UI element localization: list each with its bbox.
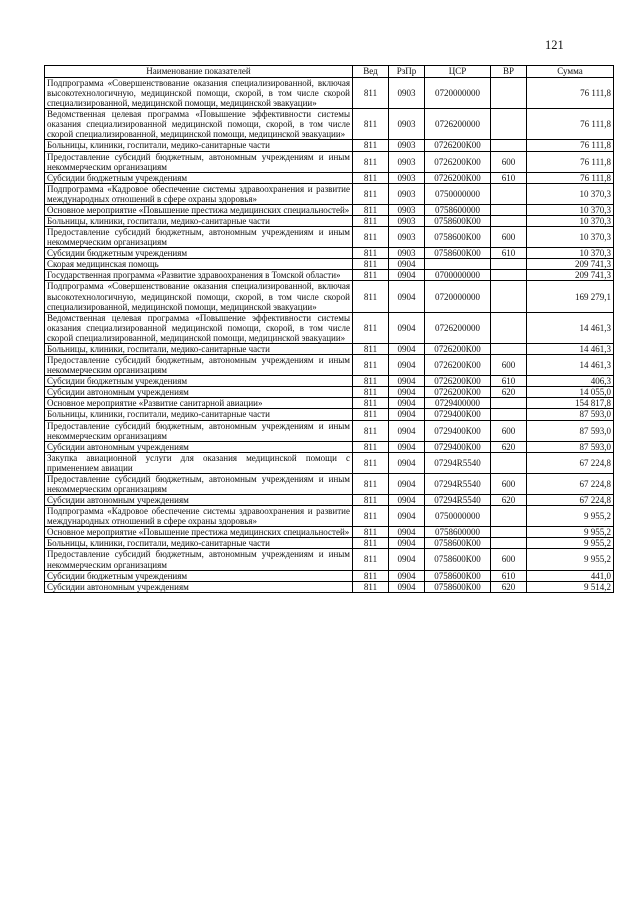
row-ved: 811 bbox=[353, 441, 389, 452]
table-row bbox=[45, 527, 614, 538]
row-vr bbox=[491, 78, 527, 109]
table-body bbox=[45, 78, 614, 593]
col-header-name: Наименование показателей bbox=[45, 66, 353, 78]
row-csr: 0726200000 bbox=[425, 109, 491, 140]
row-name: Больницы, клиники, госпитали, медико-санитарные части bbox=[45, 140, 353, 151]
row-csr: 0726200000 bbox=[425, 312, 491, 343]
row-csr: 0750000000 bbox=[425, 183, 491, 204]
row-rzpr: 0904 bbox=[389, 527, 425, 538]
row-vr: 600 bbox=[491, 227, 527, 248]
row-vr bbox=[491, 343, 527, 354]
table-row bbox=[45, 387, 614, 398]
row-sum: 76 111,8 bbox=[527, 172, 614, 183]
row-rzpr: 0903 bbox=[389, 216, 425, 227]
row-name: Больницы, клиники, госпитали, медико-санитарные части bbox=[45, 409, 353, 420]
table-row bbox=[45, 549, 614, 570]
row-csr: 0729400К00 bbox=[425, 441, 491, 452]
row-sum: 169 279,1 bbox=[527, 281, 614, 312]
row-ved: 811 bbox=[353, 355, 389, 376]
row-sum: 76 111,8 bbox=[527, 140, 614, 151]
row-sum: 9 955,2 bbox=[527, 527, 614, 538]
row-csr: 0726200К00 bbox=[425, 376, 491, 387]
row-csr: 0758600К00 bbox=[425, 581, 491, 592]
row-vr bbox=[491, 183, 527, 204]
row-csr: 0720000000 bbox=[425, 78, 491, 109]
row-ved: 811 bbox=[353, 259, 389, 270]
row-vr: 600 bbox=[491, 420, 527, 441]
row-vr bbox=[491, 270, 527, 281]
row-vr bbox=[491, 281, 527, 312]
row-name: Субсидии бюджетным учреждениям bbox=[45, 570, 353, 581]
row-sum: 67 224,8 bbox=[527, 473, 614, 494]
table-row bbox=[45, 570, 614, 581]
row-ved: 811 bbox=[353, 549, 389, 570]
row-name: Предоставление субсидий бюджетным, автономным учреждениям и иным некоммерческим организациям bbox=[45, 355, 353, 376]
table-row bbox=[45, 343, 614, 354]
row-sum: 10 370,3 bbox=[527, 183, 614, 204]
row-ved: 811 bbox=[353, 140, 389, 151]
table-row bbox=[45, 452, 614, 473]
row-sum: 14 055,0 bbox=[527, 387, 614, 398]
row-vr bbox=[491, 398, 527, 409]
row-rzpr: 0903 bbox=[389, 78, 425, 109]
row-csr: 0726200К00 bbox=[425, 387, 491, 398]
row-rzpr: 0904 bbox=[389, 495, 425, 506]
row-sum: 209 741,3 bbox=[527, 270, 614, 281]
row-vr: 610 bbox=[491, 570, 527, 581]
row-sum: 10 370,3 bbox=[527, 248, 614, 259]
row-sum: 87 593,0 bbox=[527, 409, 614, 420]
table-row bbox=[45, 495, 614, 506]
row-sum: 10 370,3 bbox=[527, 216, 614, 227]
row-rzpr: 0904 bbox=[389, 281, 425, 312]
row-ved: 811 bbox=[353, 281, 389, 312]
row-name: Государственная программа «Развитие здравоохранения в Томской области» bbox=[45, 270, 353, 281]
row-rzpr: 0904 bbox=[389, 538, 425, 549]
row-name: Субсидии автономным учреждениям bbox=[45, 495, 353, 506]
row-sum: 209 741,3 bbox=[527, 259, 614, 270]
row-name: Предоставление субсидий бюджетным, автономным учреждениям и иным некоммерческим организациям bbox=[45, 420, 353, 441]
row-ved: 811 bbox=[353, 538, 389, 549]
row-rzpr: 0904 bbox=[389, 312, 425, 343]
row-csr: 07294R5540 bbox=[425, 495, 491, 506]
row-vr bbox=[491, 452, 527, 473]
row-sum: 14 461,3 bbox=[527, 355, 614, 376]
row-name: Скорая медицинская помощь bbox=[45, 259, 353, 270]
row-sum: 441,0 bbox=[527, 570, 614, 581]
row-ved: 811 bbox=[353, 151, 389, 172]
row-name: Предоставление субсидий бюджетным, автономным учреждениям и иным некоммерческим организациям bbox=[45, 151, 353, 172]
table-row bbox=[45, 538, 614, 549]
row-csr: 0758600К00 bbox=[425, 248, 491, 259]
row-ved: 811 bbox=[353, 312, 389, 343]
row-vr: 600 bbox=[491, 151, 527, 172]
row-sum: 87 593,0 bbox=[527, 441, 614, 452]
table-row bbox=[45, 248, 614, 259]
row-rzpr: 0904 bbox=[389, 452, 425, 473]
table-row bbox=[45, 109, 614, 140]
row-csr: 0729400000 bbox=[425, 398, 491, 409]
table-row bbox=[45, 376, 614, 387]
row-name: Основное мероприятие «Повышение престижа медицинских специальностей» bbox=[45, 527, 353, 538]
row-rzpr: 0904 bbox=[389, 270, 425, 281]
row-ved: 811 bbox=[353, 398, 389, 409]
table-row bbox=[45, 172, 614, 183]
row-ved: 811 bbox=[353, 473, 389, 494]
row-ved: 811 bbox=[353, 506, 389, 527]
row-csr: 0758600К00 bbox=[425, 549, 491, 570]
row-name: Субсидии бюджетным учреждениям bbox=[45, 248, 353, 259]
table-row bbox=[45, 140, 614, 151]
table-row bbox=[45, 78, 614, 109]
row-sum: 67 224,8 bbox=[527, 495, 614, 506]
row-ved: 811 bbox=[353, 420, 389, 441]
row-csr: 0758600К00 bbox=[425, 538, 491, 549]
row-rzpr: 0903 bbox=[389, 183, 425, 204]
table-row bbox=[45, 204, 614, 215]
row-csr: 07294R5540 bbox=[425, 473, 491, 494]
row-rzpr: 0903 bbox=[389, 204, 425, 215]
row-name: Субсидии автономным учреждениям bbox=[45, 581, 353, 592]
row-name: Ведомственная целевая программа «Повышение эффективности системы оказания специализированной медицинской помощи, скорой, в том числе скорой специализированной, медицинской помощи, медицинской эвакуации» bbox=[45, 109, 353, 140]
row-rzpr: 0904 bbox=[389, 355, 425, 376]
row-sum: 67 224,8 bbox=[527, 452, 614, 473]
row-sum: 14 461,3 bbox=[527, 343, 614, 354]
row-ved: 811 bbox=[353, 495, 389, 506]
row-ved: 811 bbox=[353, 343, 389, 354]
col-header-vr: ВР bbox=[491, 66, 527, 78]
row-rzpr: 0904 bbox=[389, 473, 425, 494]
row-vr: 610 bbox=[491, 376, 527, 387]
row-rzpr: 0904 bbox=[389, 570, 425, 581]
row-vr: 620 bbox=[491, 441, 527, 452]
row-csr: 0700000000 bbox=[425, 270, 491, 281]
row-name: Предоставление субсидий бюджетным, автономным учреждениям и иным некоммерческим организациям bbox=[45, 549, 353, 570]
budget-table bbox=[44, 65, 614, 593]
row-csr: 0750000000 bbox=[425, 506, 491, 527]
row-ved: 811 bbox=[353, 570, 389, 581]
table-header bbox=[45, 66, 614, 78]
row-ved: 811 bbox=[353, 248, 389, 259]
table-row bbox=[45, 270, 614, 281]
row-vr: 600 bbox=[491, 355, 527, 376]
row-ved: 811 bbox=[353, 78, 389, 109]
table-row bbox=[45, 312, 614, 343]
row-sum: 9 514,2 bbox=[527, 581, 614, 592]
row-name: Подпрограмма «Кадровое обеспечение системы здравоохранения и развитие международных отношений в сфере охраны здоровья» bbox=[45, 506, 353, 527]
row-vr: 610 bbox=[491, 172, 527, 183]
row-name: Больницы, клиники, госпитали, медико-санитарные части bbox=[45, 216, 353, 227]
row-name: Субсидии бюджетным учреждениям bbox=[45, 376, 353, 387]
row-csr: 0758600К00 bbox=[425, 570, 491, 581]
row-vr: 600 bbox=[491, 549, 527, 570]
row-csr: 0758600К00 bbox=[425, 227, 491, 248]
row-csr bbox=[425, 259, 491, 270]
table-row bbox=[45, 398, 614, 409]
row-vr bbox=[491, 204, 527, 215]
table-row bbox=[45, 151, 614, 172]
row-rzpr: 0903 bbox=[389, 227, 425, 248]
row-rzpr: 0903 bbox=[389, 248, 425, 259]
col-header-rzpr: РзПр bbox=[389, 66, 425, 78]
row-ved: 811 bbox=[353, 172, 389, 183]
table-row bbox=[45, 259, 614, 270]
row-rzpr: 0903 bbox=[389, 109, 425, 140]
row-csr: 07294R5540 bbox=[425, 452, 491, 473]
row-sum: 9 955,2 bbox=[527, 549, 614, 570]
row-ved: 811 bbox=[353, 376, 389, 387]
row-name: Предоставление субсидий бюджетным, автономным учреждениям и иным некоммерческим организациям bbox=[45, 227, 353, 248]
row-rzpr: 0904 bbox=[389, 376, 425, 387]
row-name: Больницы, клиники, госпитали, медико-санитарные части bbox=[45, 538, 353, 549]
row-name: Основное мероприятие «Развитие санитарной авиации» bbox=[45, 398, 353, 409]
row-rzpr: 0904 bbox=[389, 259, 425, 270]
row-sum: 76 111,8 bbox=[527, 151, 614, 172]
row-ved: 811 bbox=[353, 452, 389, 473]
row-vr bbox=[491, 409, 527, 420]
row-csr: 0726200К00 bbox=[425, 151, 491, 172]
row-sum: 154 817,8 bbox=[527, 398, 614, 409]
row-sum: 9 955,2 bbox=[527, 506, 614, 527]
row-vr bbox=[491, 506, 527, 527]
row-name: Основное мероприятие «Повышение престижа медицинских специальностей» bbox=[45, 204, 353, 215]
table-row bbox=[45, 506, 614, 527]
row-vr bbox=[491, 140, 527, 151]
row-name: Подпрограмма «Кадровое обеспечение системы здравоохранения и развитие международных отношений в сфере охраны здоровья» bbox=[45, 183, 353, 204]
row-vr bbox=[491, 259, 527, 270]
row-rzpr: 0904 bbox=[389, 506, 425, 527]
row-ved: 811 bbox=[353, 409, 389, 420]
row-csr: 0758600К00 bbox=[425, 216, 491, 227]
row-csr: 0758600000 bbox=[425, 527, 491, 538]
row-rzpr: 0904 bbox=[389, 549, 425, 570]
table-row bbox=[45, 355, 614, 376]
col-header-csr: ЦСР bbox=[425, 66, 491, 78]
row-name: Подпрограмма «Совершенствование оказания специализированной, включая высокотехнологичную, медицинской помощи, скорой, в том числе скорой специализированной, медицинской помощи, медицинской эвакуации» bbox=[45, 281, 353, 312]
row-name: Субсидии автономным учреждениям bbox=[45, 441, 353, 452]
row-name: Больницы, клиники, госпитали, медико-санитарные части bbox=[45, 343, 353, 354]
table-row bbox=[45, 441, 614, 452]
row-ved: 811 bbox=[353, 109, 389, 140]
row-rzpr: 0903 bbox=[389, 140, 425, 151]
col-header-ved: Вед bbox=[353, 66, 389, 78]
row-sum: 10 370,3 bbox=[527, 204, 614, 215]
row-sum: 9 955,2 bbox=[527, 538, 614, 549]
row-sum: 87 593,0 bbox=[527, 420, 614, 441]
row-vr: 620 bbox=[491, 387, 527, 398]
row-vr: 600 bbox=[491, 473, 527, 494]
page-number: 121 bbox=[545, 38, 564, 52]
row-name: Закупка авиационной услуги для оказания медицинской помощи с применением авиации bbox=[45, 452, 353, 473]
row-rzpr: 0903 bbox=[389, 172, 425, 183]
row-ved: 811 bbox=[353, 227, 389, 248]
row-sum: 76 111,8 bbox=[527, 78, 614, 109]
table-row bbox=[45, 183, 614, 204]
table-row bbox=[45, 581, 614, 592]
row-vr bbox=[491, 109, 527, 140]
row-name: Предоставление субсидий бюджетным, автономным учреждениям и иным некоммерческим организациям bbox=[45, 473, 353, 494]
row-ved: 811 bbox=[353, 216, 389, 227]
row-csr: 0729400К00 bbox=[425, 420, 491, 441]
row-ved: 811 bbox=[353, 183, 389, 204]
row-csr: 0726200К00 bbox=[425, 355, 491, 376]
row-rzpr: 0904 bbox=[389, 581, 425, 592]
row-rzpr: 0903 bbox=[389, 151, 425, 172]
row-vr bbox=[491, 216, 527, 227]
row-sum: 406,3 bbox=[527, 376, 614, 387]
col-header-sum: Сумма bbox=[527, 66, 614, 78]
table-row bbox=[45, 409, 614, 420]
row-name: Субсидии бюджетным учреждениям bbox=[45, 172, 353, 183]
row-vr: 620 bbox=[491, 581, 527, 592]
table-row bbox=[45, 227, 614, 248]
table-row bbox=[45, 473, 614, 494]
row-csr: 0729400К00 bbox=[425, 409, 491, 420]
row-sum: 14 461,3 bbox=[527, 312, 614, 343]
row-ved: 811 bbox=[353, 387, 389, 398]
row-csr: 0726200К00 bbox=[425, 140, 491, 151]
row-sum: 10 370,3 bbox=[527, 227, 614, 248]
row-csr: 0758600000 bbox=[425, 204, 491, 215]
row-rzpr: 0904 bbox=[389, 441, 425, 452]
row-sum: 76 111,8 bbox=[527, 109, 614, 140]
table-row bbox=[45, 281, 614, 312]
row-rzpr: 0904 bbox=[389, 409, 425, 420]
row-ved: 811 bbox=[353, 527, 389, 538]
row-rzpr: 0904 bbox=[389, 343, 425, 354]
table-row bbox=[45, 420, 614, 441]
row-rzpr: 0904 bbox=[389, 398, 425, 409]
row-vr: 610 bbox=[491, 248, 527, 259]
row-name: Подпрограмма «Совершенствование оказания специализированной, включая высокотехнологичную, медицинской помощи, скорой, в том числе скорой специализированной, медицинской помощи, медицинской эвакуации» bbox=[45, 78, 353, 109]
row-vr bbox=[491, 312, 527, 343]
row-csr: 0726200К00 bbox=[425, 343, 491, 354]
row-name: Ведомственная целевая программа «Повышение эффективности системы оказания специализированной медицинской помощи, скорой, в том числе скорой специализированной, медицинской помощи, медицинской эвакуации» bbox=[45, 312, 353, 343]
row-vr bbox=[491, 538, 527, 549]
row-name: Субсидии автономным учреждениям bbox=[45, 387, 353, 398]
row-csr: 0720000000 bbox=[425, 281, 491, 312]
row-vr bbox=[491, 527, 527, 538]
table-row bbox=[45, 216, 614, 227]
header-row bbox=[45, 66, 614, 78]
row-rzpr: 0904 bbox=[389, 420, 425, 441]
row-csr: 0726200К00 bbox=[425, 172, 491, 183]
row-vr: 620 bbox=[491, 495, 527, 506]
row-ved: 811 bbox=[353, 204, 389, 215]
row-ved: 811 bbox=[353, 581, 389, 592]
row-ved: 811 bbox=[353, 270, 389, 281]
row-rzpr: 0904 bbox=[389, 387, 425, 398]
